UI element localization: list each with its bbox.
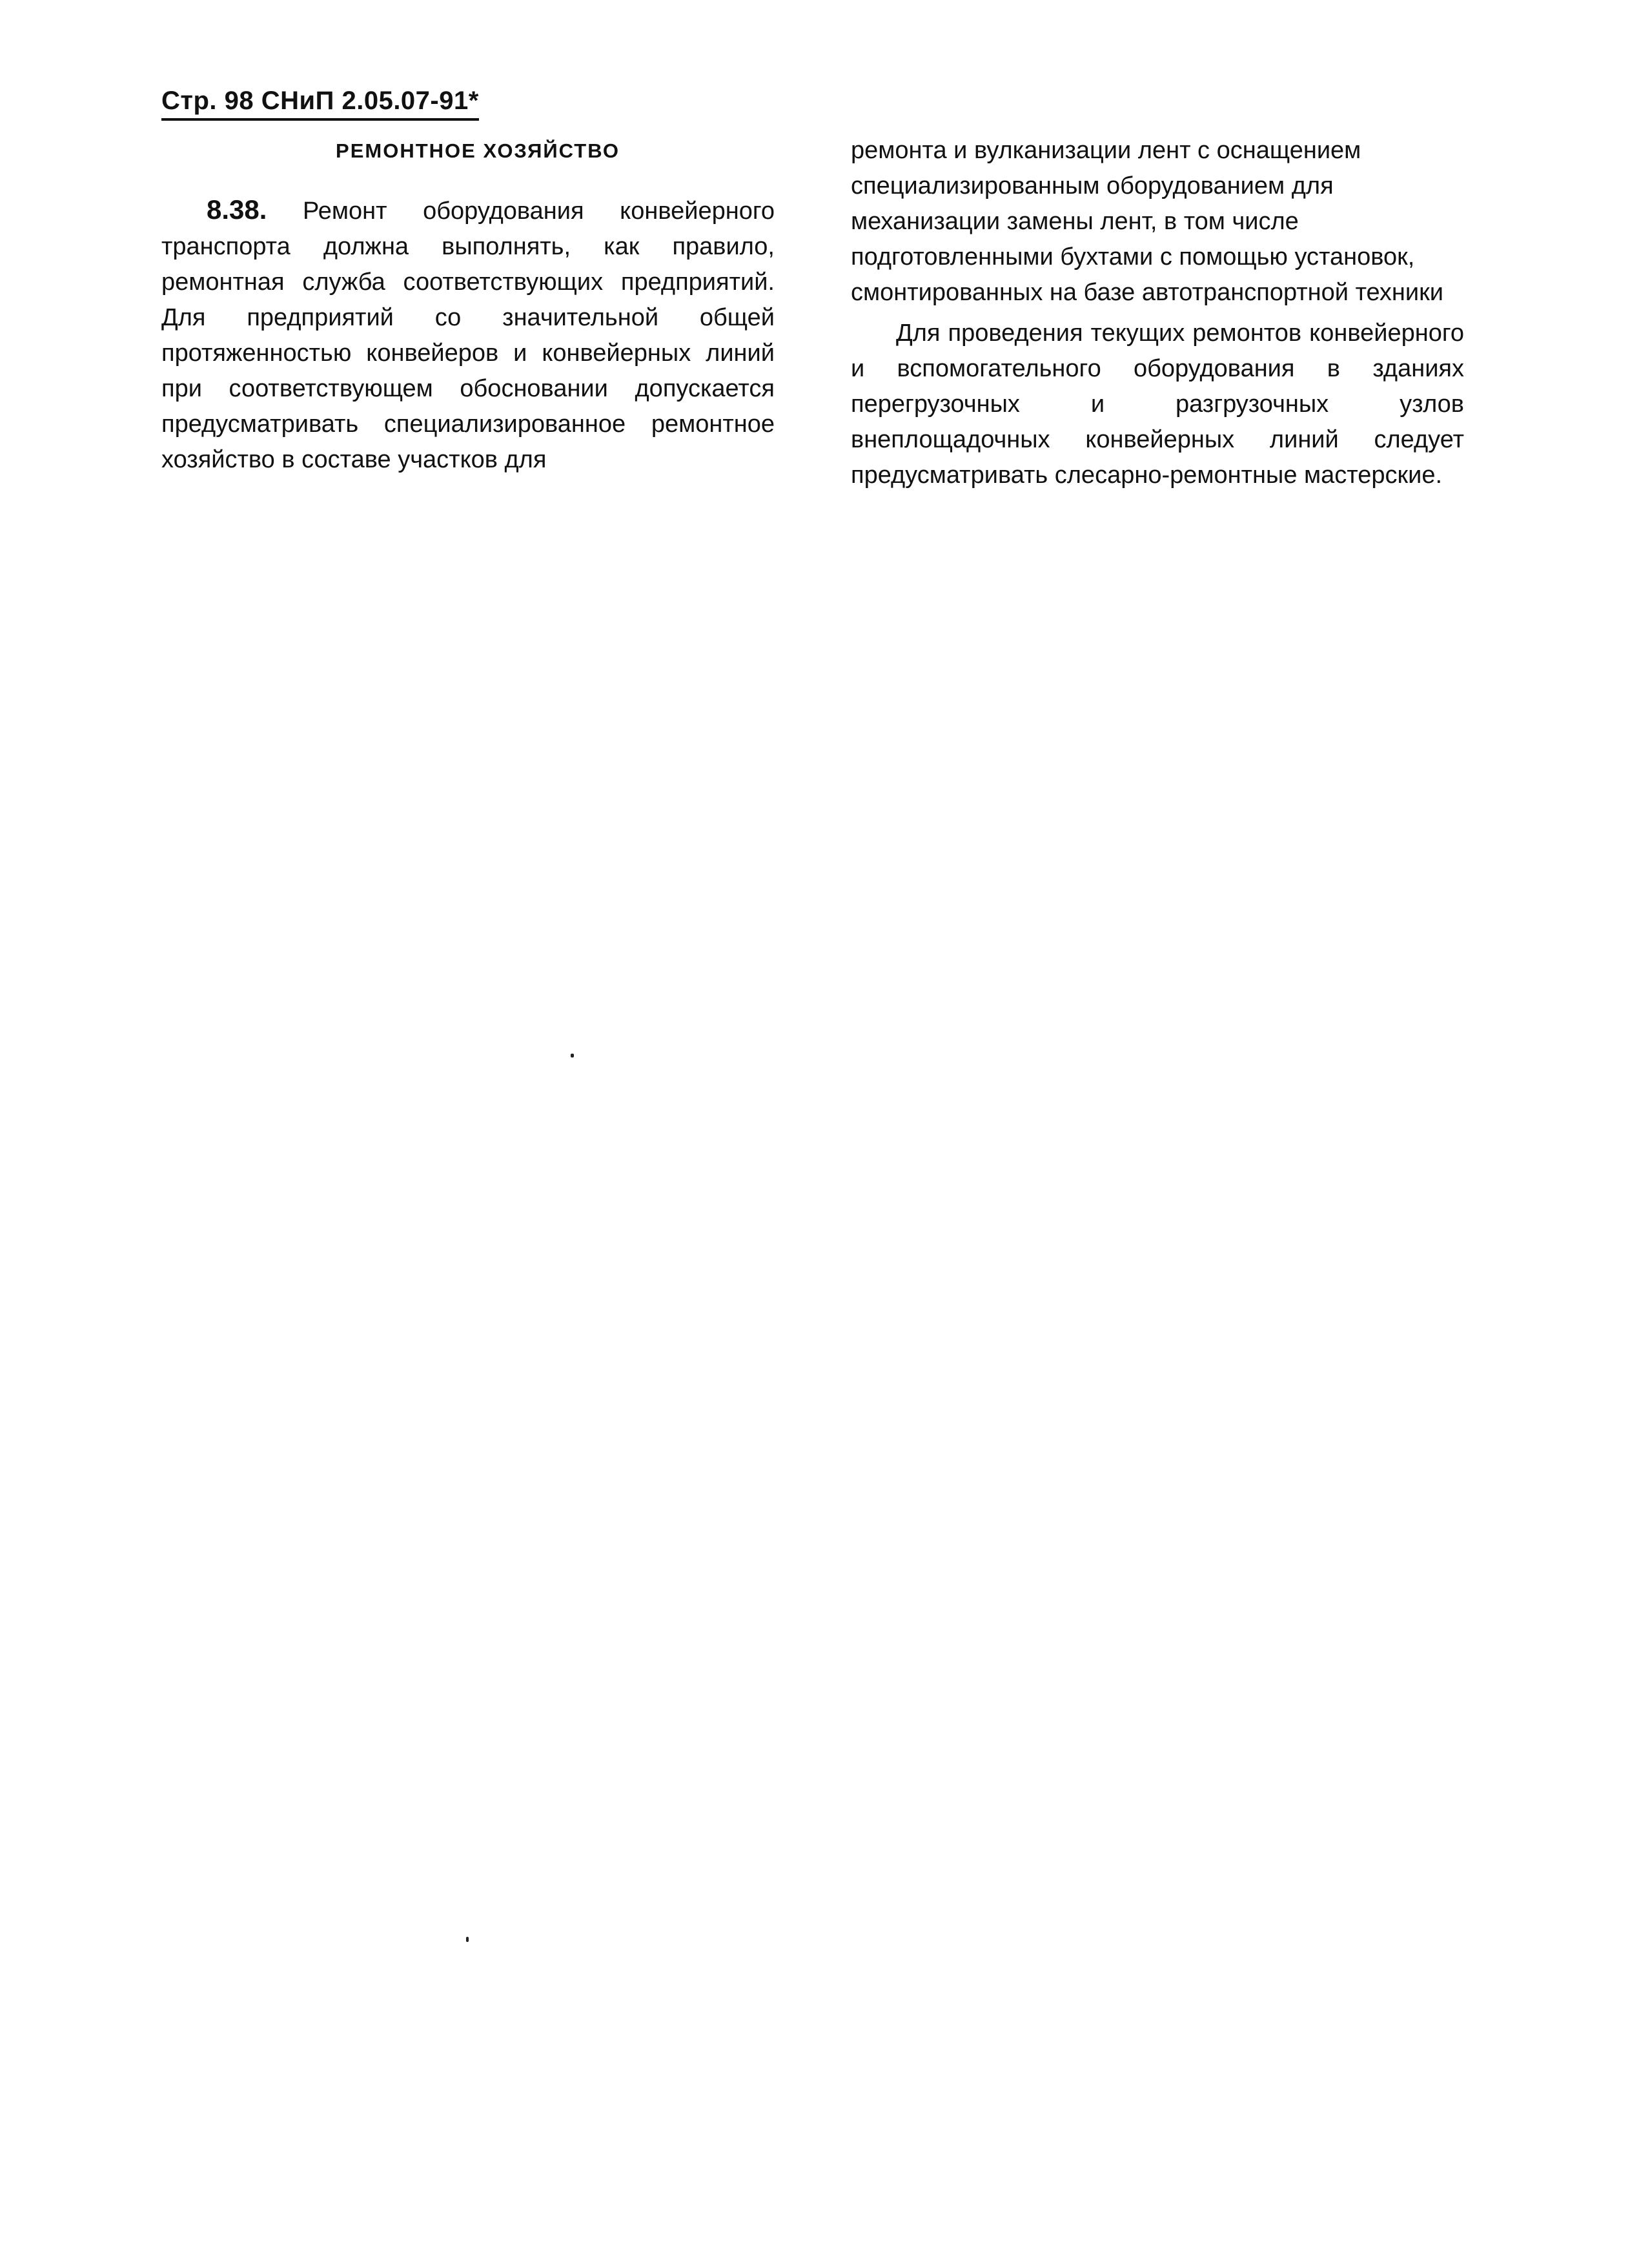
clause-8-38-continuation: ремонта и вулканизации лент с оснащением специализированным оборудованием для механизации замены лент, в том числе подготовленными бухтами с помощью установок, смонтированных на базе автотранспортной техники xyxy=(851,137,1443,306)
right-column xyxy=(851,133,1464,493)
section-heading: РЕМОНТНОЕ ХОЗЯЙСТВО xyxy=(336,139,620,162)
left-column xyxy=(161,133,775,478)
repair-workshops-paragraph: Для проведения текущих ремонтов конвейерного и вспомогательного оборудования в зданиях перегрузочных и разгрузочных узлов внеплощадочных конвейерных линий следует предусматривать слесарно-ремонтные мастерские. xyxy=(851,320,1464,489)
scan-speck xyxy=(466,1937,469,1942)
running-head: Стр. 98 СНиП 2.05.07-91* xyxy=(161,87,479,121)
scan-speck xyxy=(571,1054,574,1057)
clause-8-38-text: Ремонт оборудования конвейерного транспорта должна выполнять, как правило, ремонтная служба соответствующих предприятий. Для предприятий со значительной общей протяженностью конвейеров и конвейерных линий при соответствующем обосновании допускается предусматривать специализированное ремонтное хозяйство в составе участков для xyxy=(161,198,775,473)
clause-number: 8.38. xyxy=(207,194,267,225)
clause-8-38-paragraph xyxy=(161,192,775,478)
